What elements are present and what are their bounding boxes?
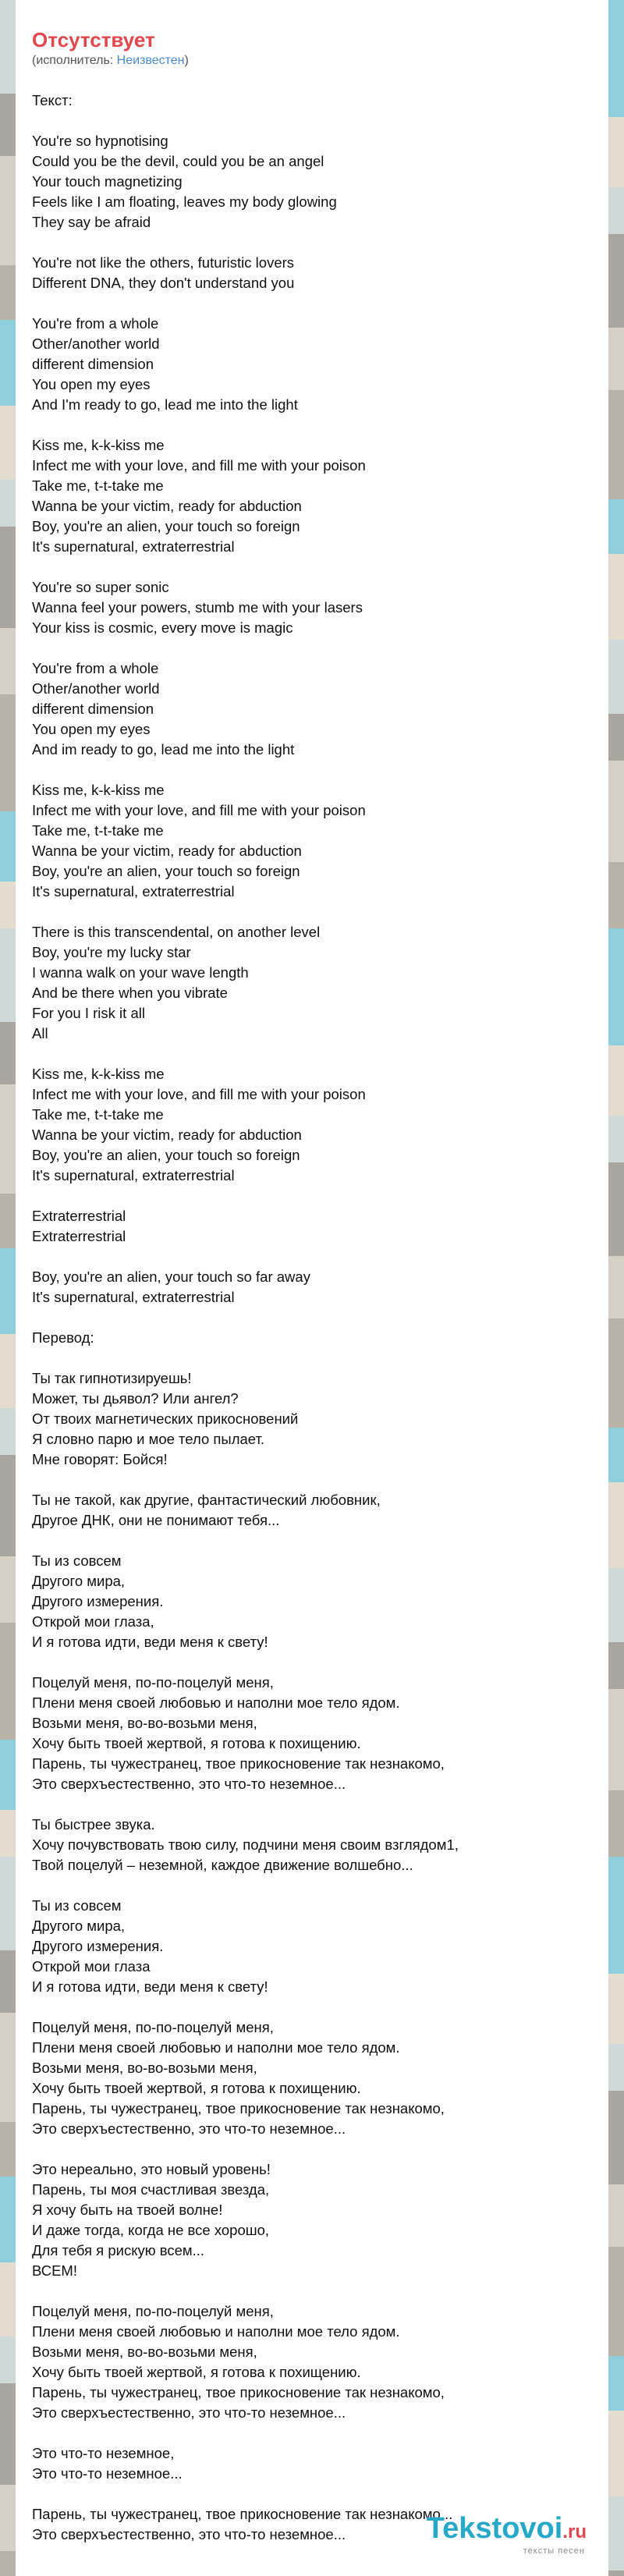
border-tile [608,554,624,640]
border-tile [0,1084,16,1194]
border-tile [608,2356,624,2411]
border-tile [0,2262,16,2336]
border-tile [0,480,16,527]
logo-name: Tekstovoi [426,2512,563,2545]
lyrics-card [16,0,608,2576]
border-tile [0,2551,16,2576]
border-tile [0,265,16,320]
border-tile [0,2122,16,2177]
border-tile [0,1740,16,1810]
border-tile [608,2411,624,2496]
lyrics-text: Текст: You're so hypnotising Could you be the devil, could you be an angel Your touch magnetizing Feels like I am floating, leaves my body glowing They say be afraid You're not like the others, futuristic lovers Different DNA, they don't understand you You're from a whole Other/another world different dimension You open my eyes And I'm ready to go, lead me into the light Kiss me, k-k-kiss me Infect me with your love, and fill me with your poison Take me, t-t-take me Wanna be your victim, ready for abduction Boy, you're an alien, your touch so foreign It's supernatural, extraterrestrial You're so super sonic Wanna feel your powers, stumb me with your lasers Your kiss is cosmic, every move is magic You're from a whole Other/another world different dimension You open my eyes And im ready to go, lead me into the light Kiss me, k-k-kiss me Infect me with your love, and fill me with your poison Take me, t-t-take me Wanna be your victim, ready for abduction Boy, you're an alien, your touch so foreign It's supernatural, extraterrestrial There is this transcendental, on another level Boy, you're my lucky star I wanna walk on your wave length And be there when you vibrate For you I risk it all All Kiss me, k-k-kiss me Infect me with your love, and fill me with your poison Take me, t-t-take me Wanna be your victim, ready for abduction Boy, you're an alien, your touch so foreign It's supernatural, extraterrestrial Extraterrestrial Extraterrestrial Boy, you're an alien, your touch so far away It's supernatural, extraterrestrial Перевод: Ты так гипнотизируешь! Может, ты дьявол? Или ангел? От твоих магнетических прикосновений Я словно парю и мое тело пылает. Мне говорят: Бойся! Ты не такой, как другие, фантастический любовник, Другое ДНК, они не понимают тебя... Ты из совсем Другого мира, Другого измерения. Открой мои глаза, И я готова идти, веди меня к свету! Поцелуй меня, по-по-поцелуй меня, Плени меня своей любовью и наполни мое тело ядом. Возьми меня, во-во-возьми меня, Хочу быть твоей жертвой, я готова к похищению. Парень, ты чужестранец, твое прикосновение так незнакомо, Это сверхъестественно, это что-то неземное... Ты быстрее звука. Хочу почувствовать твою силу, подчини меня своим взглядом1, Твой поцелуй – неземной, каждое движение волшебно... Ты из совсем Другого мира, Другого измерения. Открой мои глаза И я готова идти, веди меня к свету! Поцелуй меня, по-по-поцелуй меня, Плени меня своей любовью и наполни мое тело ядом. Возьми меня, во-во-возьми меня, Хочу быть твоей жертвой, я готова к похищению. Парень, ты чужестранец, твое прикосновение так незнакомо, Это сверхъестественно, это что-то неземное... Это нереально, это новый уровень! Парень, ты моя счастливая звезда, Я хочу быть на твоей волне! И даже тогда, когда не все хорошо, Для тебя я рискую всем... ВСЕМ! Поцелуй меня, по-по-поцелуй меня, Плени меня своей любовью и наполни мое тело ядом. Возьми меня, во-во-возьми меня, Хочу быть твоей жертвой, я готова к похищению. Парень, ты чужестранец, твое прикосновение так незнакомо, Это сверхъестественно, это что-то неземное... Это что-то неземное, Это что-то неземное... Парень, ты чужестранец, твое прикосновение так незнакомо... Это сверхъестественно, это что-то неземное... [32,92,459,2542]
border-tile [608,2571,624,2576]
border-tile [608,640,624,714]
border-tile [608,2184,624,2247]
border-tile [0,2177,16,2262]
border-tile [608,1318,624,1428]
border-tile [0,156,16,265]
border-tile [608,390,624,499]
border-tile [608,2247,624,2356]
left-decorative-border [0,0,16,2576]
border-tile [0,628,16,694]
artist-prefix: (исполнитель: [32,54,117,67]
border-tile [0,694,16,811]
border-tile [0,1022,16,1084]
artist-link[interactable]: Неизвестен [116,54,185,67]
border-tile [0,0,16,94]
border-tile [608,1045,624,1116]
border-tile [608,0,624,117]
border-tile [608,1116,624,1162]
border-tile [0,1194,16,1248]
border-tile [608,234,624,328]
border-tile [0,1556,16,1623]
logo-domain: .ru [562,2521,587,2542]
border-tile [608,1689,624,1790]
border-tile [608,187,624,234]
border-tile [0,1810,16,1857]
border-tile [0,2485,16,2551]
logo-tagline: тексты песен [523,2546,585,2556]
border-tile [0,928,16,1022]
border-tile [0,406,16,480]
border-tile [0,1857,16,1950]
border-tile [608,1162,624,1256]
border-tile [608,2091,624,2184]
border-tile [608,499,624,554]
border-tile [608,1482,624,1568]
border-tile [0,2383,16,2485]
song-title: Отсутствует [32,28,155,51]
border-tile [0,320,16,406]
logo-wordmark [427,2513,587,2548]
border-tile [0,1408,16,1455]
border-tile [0,811,16,882]
border-tile [608,1568,624,1642]
border-tile [0,2013,16,2122]
border-tile [608,2496,624,2571]
site-logo[interactable] [427,2513,587,2556]
border-tile [608,1642,624,1689]
border-tile [608,1428,624,1482]
border-tile [608,1857,624,1974]
border-tile [608,1256,624,1318]
border-tile [0,882,16,928]
border-tile [0,94,16,156]
border-tile [0,1950,16,2013]
border-tile [608,328,624,390]
border-tile [608,1974,624,2044]
border-tile [608,2044,624,2091]
border-tile [608,714,624,761]
border-tile [0,2336,16,2383]
border-tile [0,1455,16,1556]
artist-line [32,53,608,69]
artist-suffix: ) [184,54,189,67]
right-decorative-border [608,0,624,2576]
border-tile [608,1790,624,1857]
border-tile [0,1623,16,1740]
border-tile [608,862,624,928]
border-tile [608,928,624,1045]
border-tile [0,527,16,628]
border-tile [0,1248,16,1334]
border-tile [0,1334,16,1408]
border-tile [608,761,624,862]
border-tile [608,117,624,187]
